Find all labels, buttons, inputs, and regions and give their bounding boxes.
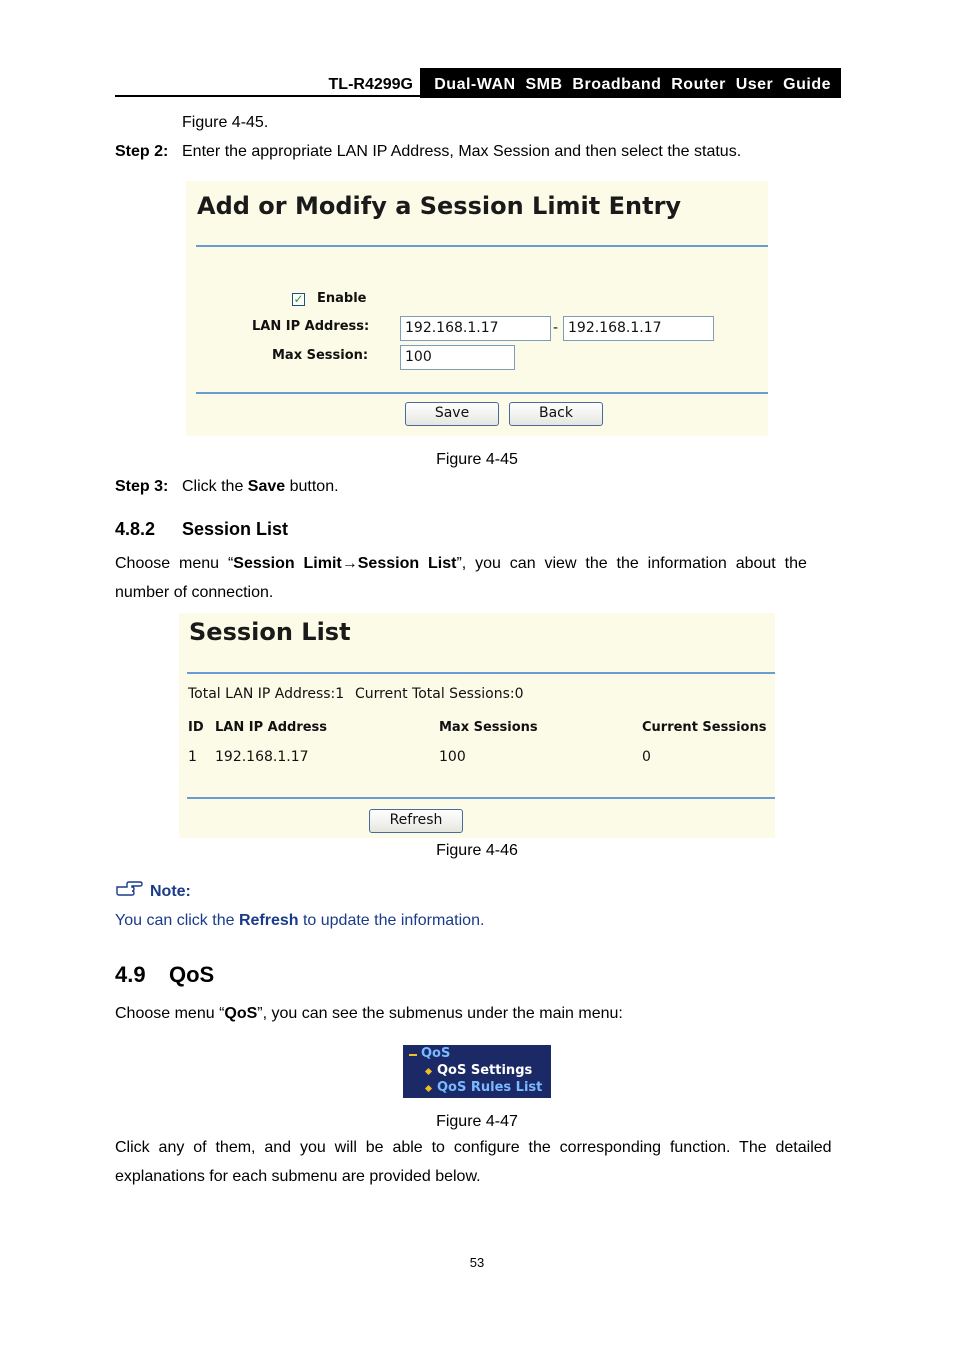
column-header-id: ID [188,720,204,735]
back-button[interactable]: Back [509,402,603,426]
column-header-max-sessions: Max Sessions [439,720,538,735]
para-pre: Choose menu “ [115,1005,225,1022]
note-bold: Refresh [238,912,299,929]
note-text [115,911,484,931]
section-49-title: QoS [169,962,215,987]
qos-menu [403,1045,551,1098]
ip-end-input[interactable]: 192.168.1.17 [563,316,714,341]
enable-label: Enable [317,291,367,306]
panel-title: Session List [189,618,351,646]
pointing-hand-icon [115,879,143,899]
menu-qos[interactable]: QoS [421,1046,451,1061]
page-number: 53 [469,1255,485,1270]
para-bold: QoS [224,1005,258,1022]
current-total-sessions: Current Total Sessions:0 [355,686,524,702]
figure-reference: Figure 4-45. [182,114,269,131]
section-482-paragraph [115,554,807,574]
note-post: to update the information. [298,912,485,929]
title-rule [196,245,768,247]
header-model: TL-R4299G [328,76,413,93]
header-rule [115,95,841,97]
ip-start-input[interactable]: 192.168.1.17 [400,316,551,341]
step3-post: button. [285,478,339,495]
step3-text [182,477,339,497]
max-session-label: Max Session: [272,348,369,363]
table-cell-max-sessions: 100 [439,749,466,765]
closing-line-2: explanations for each submenu are provided below. [115,1168,481,1185]
panel-title: Add or Modify a Session Limit Entry [197,192,682,220]
table-cell-current-sessions: 0 [642,749,651,765]
footer-rule [187,797,775,799]
title-rule [187,672,775,674]
bullet-icon [425,1085,432,1092]
step3-bold: Save [247,478,286,495]
check-icon: ✓ [293,292,304,306]
step3-label: Step 3: [115,478,169,495]
section-482-number: 4.8.2 [115,519,156,539]
section-49-paragraph [115,1004,623,1024]
max-session-input[interactable]: 100 [400,345,515,370]
para-post: ”, you can view the the information about the [456,555,807,572]
section-482-title: Session List [182,519,289,539]
figure-47-caption: Figure 4-47 [436,1113,518,1130]
note-pre: You can click the [115,912,239,929]
header-guide-title: Dual-WAN SMB Broadband Router User Guide [420,68,841,98]
step2-text: Enter the appropriate LAN IP Address, Max Session and then select the status. [182,143,742,160]
figure-45-caption: Figure 4-45 [436,451,518,468]
note-label: Note: [150,883,191,900]
column-header-lan-ip: LAN IP Address [215,720,328,735]
figure-46-caption: Figure 4-46 [436,842,518,859]
step2-label: Step 2: [115,143,169,160]
save-button[interactable]: Save [405,402,499,426]
ip-range-separator: - [553,320,559,336]
lan-ip-label: LAN IP Address: [252,319,370,334]
refresh-button[interactable]: Refresh [369,809,463,833]
step3-pre: Click the [182,478,248,495]
footer-rule [196,392,768,394]
closing-line-1: Click any of them, and you will be able to configure the corresponding function. The detailed [115,1139,832,1156]
table-cell-id: 1 [188,749,197,765]
menu-qos-rules-list[interactable]: QoS Rules List [437,1080,543,1095]
column-header-current-sessions: Current Sessions [642,720,767,735]
session-entry-panel [186,181,768,436]
table-cell-lan-ip: 192.168.1.17 [215,749,309,765]
session-list-panel [179,613,775,838]
total-lan-ip: Total LAN IP Address:1 [188,686,345,702]
menu-qos-settings[interactable]: QoS Settings [437,1063,533,1078]
section-49-number: 4.9 [115,962,146,987]
section-482-paragraph-line2: number of connection. [115,584,274,601]
para-post: ”, you can see the submenus under the main menu: [257,1005,623,1022]
bullet-icon [425,1068,432,1075]
collapse-icon[interactable] [409,1054,417,1056]
para-menu-path: Session Limit→Session List [233,555,457,572]
para-pre: Choose menu “ [115,555,234,572]
enable-checkbox[interactable] [292,293,305,306]
